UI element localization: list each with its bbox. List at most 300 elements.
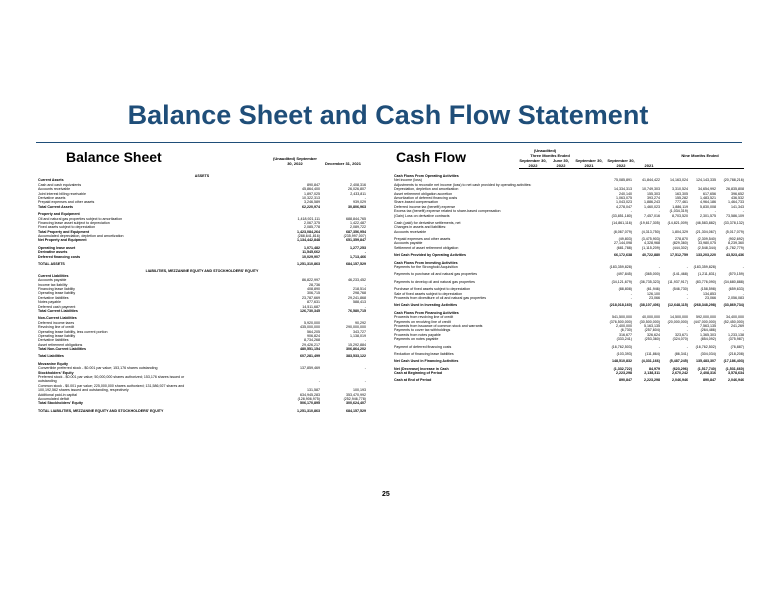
- row-label: Joint interest billing receivable: [38, 191, 86, 196]
- value-col-3: (546,730): [672, 287, 688, 292]
- value-col-2: 155,303: [647, 191, 660, 196]
- cf-year-2: 2022: [556, 163, 566, 168]
- value-col-4: 1,365,303: [700, 332, 716, 337]
- value-col-4: (1,517,740): [697, 366, 716, 371]
- value-col-3: (86,341): [674, 351, 688, 356]
- row-label: TOTAL LIABILITIES, MEZZANINE EQUITY AND STOCKHOLDERS' EQUITY: [38, 408, 164, 413]
- value-dec-2021: 684,157,529: [346, 408, 366, 413]
- row-label: Total Non-Current Liabilities: [38, 347, 87, 352]
- row-label: Income tax liability: [38, 282, 68, 287]
- value-col-3: -: [686, 265, 688, 270]
- value-sep-2022: 306,715: [307, 291, 320, 296]
- value-sep-2022: 607,281,499: [300, 354, 320, 359]
- value-sep-2022: 14,511,687: [302, 304, 320, 309]
- row-label: Proceeds from revolving line of credit: [394, 315, 454, 320]
- value-col-4: (854,092): [700, 337, 716, 342]
- value-col-1: 890,847: [619, 378, 632, 383]
- table-row: [394, 214, 744, 218]
- value-col-4: 890,847: [703, 378, 716, 383]
- value-col-2: (4,331,166): [641, 359, 660, 364]
- row-label: Accounts receivable: [38, 187, 71, 192]
- value-col-3: 278,870: [675, 237, 688, 242]
- table-row: [38, 409, 366, 413]
- row-label: Cash at Beginning of Period: [394, 371, 443, 376]
- value-col-1: 4,278,047: [616, 204, 632, 209]
- row-label: Proceeds from issuance of common stock and warrants: [394, 323, 483, 328]
- value-col-5: 34,400,000: [726, 315, 744, 320]
- value-col-3: 14,500,000: [670, 315, 688, 320]
- value-col-1: -: [630, 209, 632, 214]
- value-sep-2022: (288,641,816): [297, 234, 320, 239]
- row-label: Payments to cover tax withholdings: [394, 328, 451, 333]
- value-col-4: 1,483,521: [700, 195, 716, 200]
- value-sep-2022: 877,631: [307, 300, 320, 305]
- row-label: Deferred income tax (benefit) expense: [394, 204, 456, 209]
- value-col-2: (257,604): [644, 328, 660, 333]
- value-col-4: (21,304,067): [695, 229, 716, 234]
- cash-flow-title: Cash Flow: [396, 149, 467, 165]
- row-label: Settlement of asset retirement obligation: [394, 245, 459, 250]
- row-label: Payment of deferred financing costs: [394, 344, 452, 349]
- value-col-5: (570,159): [728, 272, 744, 277]
- value-col-4: (16,762,502): [695, 344, 716, 349]
- value-col-3: -: [686, 328, 688, 333]
- value-sep-2022: 1,897,025: [304, 191, 320, 196]
- value-col-4: 2,301,575: [700, 213, 716, 218]
- row-label: Net Property and Equipment: [38, 238, 87, 243]
- value-col-5: -: [742, 209, 744, 214]
- row-label: Accounts payable: [38, 278, 67, 283]
- value-col-5: (1,782,779): [725, 245, 744, 250]
- value-dec-2021: 100,193: [353, 388, 366, 393]
- value-col-1: 316,677: [619, 332, 632, 337]
- value-col-3: -: [686, 323, 688, 328]
- row-label: Derivative assets: [38, 195, 66, 200]
- value-col-5: (76,887): [730, 344, 744, 349]
- row-label: LIABILITIES, MEZZANINE EQUITY AND STOCKHOLDERS' EQUITY: [145, 269, 259, 274]
- value-col-4: 133,203,220: [696, 253, 716, 258]
- value-col-2: 2,138,311: [644, 371, 660, 376]
- value-col-2: 40,000,000: [642, 315, 660, 320]
- value-dec-2021: 687,356,954: [346, 229, 366, 234]
- row-label: Derivative liabilities: [38, 295, 69, 300]
- row-label: Asset retirement obligation accretion: [394, 191, 453, 196]
- value-col-2: (1,115,209): [641, 245, 660, 250]
- row-label: Operating lease asset: [38, 245, 76, 250]
- value-dec-2021: 76,580,715: [348, 308, 366, 313]
- row-label: Payments for the Stronghold Acquisition: [394, 265, 458, 270]
- row-label: Total Current Liabilities: [38, 308, 78, 313]
- cf-year-4: 2022: [616, 163, 626, 168]
- row-label: Accumulated depreciation, depletion and amortization: [38, 234, 124, 239]
- value-col-1: 27,144,098: [614, 241, 632, 246]
- value-col-5: (902,692): [728, 237, 744, 242]
- value-col-5: 241,269: [731, 323, 744, 328]
- title-rule: [36, 142, 742, 143]
- value-col-2: 4,328,968: [644, 241, 660, 246]
- value-col-5: 1,464,733: [728, 200, 744, 205]
- value-col-4: 617,656: [703, 191, 716, 196]
- value-col-4: (304,034): [700, 351, 716, 356]
- value-col-5: 1,233,138: [728, 332, 744, 337]
- value-col-5: (20,788,216): [723, 178, 744, 183]
- value-col-1: -: [630, 295, 632, 300]
- table-row: [394, 230, 744, 234]
- table-row: [394, 337, 744, 341]
- value-col-2: (365,000): [644, 272, 660, 277]
- value-col-5: (659,633): [728, 287, 744, 292]
- value-col-5: -: [742, 328, 744, 333]
- row-label: Excess tax (benefit) expense related to share-based compensation: [394, 209, 501, 214]
- value-sep-2022: 11,545,662: [302, 250, 320, 255]
- table-row: [394, 296, 744, 300]
- value-col-5: 8,239,360: [728, 241, 744, 246]
- row-label: Current Liabilities: [38, 273, 69, 278]
- value-col-5: -: [742, 265, 744, 270]
- value-col-5: (34,680,888): [723, 279, 744, 284]
- row-label: 100,192,562 shares issued and outstanding, respectively: [38, 388, 129, 393]
- value-dec-2021: 1,422,487: [350, 220, 366, 225]
- cf-date-2: June 30,: [552, 158, 569, 163]
- row-label: Operating lease liability: [38, 291, 76, 296]
- row-label: Cash at End of Period: [394, 378, 432, 383]
- cf-year-5: 2021: [644, 163, 654, 168]
- row-label: Depreciation, depletion and amortization: [394, 187, 459, 192]
- value-col-5: (375,987): [728, 337, 744, 342]
- value-sep-2022: 2,085,778: [304, 225, 320, 230]
- value-sep-2022: 480,551,154: [300, 347, 320, 352]
- row-label: Proceeds from divestiture of oil and natural gas properties: [394, 295, 487, 300]
- value-sep-2022: 8,734,268: [304, 338, 320, 343]
- cash-flow-table: [394, 174, 744, 383]
- row-label: Proceeds from notes payable: [394, 332, 441, 337]
- value-col-1: 240,140: [619, 191, 632, 196]
- value-col-4: 33,980,075: [698, 241, 716, 246]
- balance-sheet-col2-header: December 31, 2021: [324, 161, 362, 166]
- row-label: Operating lease liability: [38, 333, 76, 338]
- value-col-2: 1,460,023: [644, 204, 660, 209]
- value-col-1: (218,018,160): [609, 303, 632, 308]
- value-sep-2022: -: [318, 379, 320, 384]
- row-label: Purchase of fixed assets subject to depreciation: [394, 287, 471, 292]
- value-col-1: 148,510,832: [612, 359, 632, 364]
- value-col-2: 5,163,135: [644, 323, 660, 328]
- value-col-4: (268,348,298): [693, 303, 716, 308]
- value-dec-2021: -: [364, 195, 366, 200]
- value-dec-2021: 1,138,019: [350, 333, 366, 338]
- row-label: Common stock - $0.001 par value; 225,000,000 shares authorized; 131,586,927 shares and: [38, 383, 185, 388]
- value-col-3: -: [686, 291, 688, 296]
- table-row: [394, 280, 744, 284]
- value-col-2: 40,722,880: [642, 253, 660, 258]
- value-sep-2022: 1,418,921,111: [297, 216, 320, 221]
- value-col-1: 1,043,023: [616, 200, 632, 205]
- value-sep-2022: 126,730,345: [300, 308, 320, 313]
- value-dec-2021: -: [364, 282, 366, 287]
- value-dec-2021: 343,727: [353, 329, 366, 334]
- value-col-4: 135,483,307: [696, 359, 716, 364]
- value-dec-2021: 939,029: [353, 200, 366, 205]
- page-number: 25: [382, 491, 390, 498]
- value-col-1: -: [630, 291, 632, 296]
- value-col-2: (253,360): [644, 337, 660, 342]
- value-col-2: (3,475,903): [641, 237, 660, 242]
- row-label: Stockholders' Equity: [38, 370, 74, 375]
- value-col-3: (623,296): [672, 366, 688, 371]
- value-col-4: (2,548,344): [697, 245, 716, 250]
- value-dec-2021: -: [364, 250, 366, 255]
- row-label: Reduction of financing lease liabilities: [394, 351, 454, 356]
- value-col-5: (218,208): [728, 351, 744, 356]
- row-label: Cash (paid) for derivative settlements, net: [394, 220, 461, 225]
- cash-flow-date-headers: [519, 158, 744, 169]
- table-row: [394, 352, 744, 356]
- value-sep-2022: 5,920,000: [304, 320, 320, 325]
- table-row: [38, 354, 366, 358]
- row-label: Current Assets: [38, 178, 64, 183]
- table-row: [394, 272, 744, 276]
- value-col-1: 541,500,000: [612, 315, 632, 320]
- value-col-2: 126,100: [647, 291, 660, 296]
- row-label: Cash Flows From Operating Activities: [394, 174, 459, 178]
- balance-sheet-title: Balance Sheet: [66, 149, 162, 165]
- value-dec-2021: 684,157,529: [346, 262, 366, 267]
- row-label: Prepaid expenses and other assets: [394, 237, 451, 242]
- row-label: Net Cash Used in Financing Activities: [394, 359, 459, 364]
- row-label: Total Liabilities: [38, 354, 64, 359]
- row-label: Net (Decrease) Increase in Cash: [394, 366, 449, 371]
- cash-flow-unaudited-label: (Unaudited): [533, 148, 557, 153]
- table-row: [38, 255, 366, 259]
- value-col-3: 17,512,759: [670, 253, 688, 258]
- value-col-3: 155,282: [675, 195, 688, 200]
- row-label: Operating lease liability, less current portion: [38, 329, 108, 334]
- value-col-5: 396,652: [731, 191, 744, 196]
- row-label: Derivative liabilities: [38, 338, 69, 343]
- value-col-4: (183,359,828): [693, 265, 716, 270]
- value-col-2: (4,313,750): [641, 229, 660, 234]
- value-col-4: (83,776,090): [695, 279, 716, 284]
- value-col-4: 134,853: [703, 291, 716, 296]
- row-label: Prepaid expenses and other assets: [38, 200, 95, 205]
- table-row: [38, 347, 366, 351]
- value-dec-2021: 353,470,992: [346, 392, 366, 397]
- value-col-2: 23,066: [649, 295, 660, 300]
- value-col-2: -: [658, 265, 660, 270]
- row-label: Additional paid-in capital: [38, 392, 77, 397]
- value-sep-2022: 408,890: [307, 286, 320, 291]
- value-sep-2022: 86,822,997: [302, 278, 320, 283]
- value-col-1: (6,730): [620, 328, 632, 333]
- value-col-3: 163,305: [675, 191, 688, 196]
- value-sep-2022: 10,029,907: [302, 254, 320, 259]
- row-label: Payments on notes payable: [394, 337, 439, 342]
- value-sep-2022: 506,170,895: [300, 401, 320, 406]
- page-title: Balance Sheet and Cash Flow Statement: [127, 100, 649, 130]
- row-label: Preferred stock - $0.001 par value; 50,000,000 shares authorized; 153,176 shares issued or: [38, 375, 185, 380]
- value-sep-2022: 1,134,442,848: [297, 238, 320, 243]
- value-dec-2021: 15,292,884: [348, 342, 366, 347]
- row-label: Accounts receivable: [394, 229, 427, 234]
- value-col-2: 41,844,422: [642, 178, 660, 183]
- value-dec-2021: (252,946,778): [343, 396, 366, 401]
- value-dec-2021: 290,000,000: [346, 325, 366, 330]
- value-col-1: 75,085,891: [614, 178, 632, 183]
- value-col-4: (264,486): [700, 328, 716, 333]
- value-col-4: 4,964,186: [700, 200, 716, 205]
- row-label: outstanding: [38, 379, 57, 384]
- value-col-1: 2,223,298: [616, 371, 632, 376]
- value-col-3: 1,804,329: [672, 229, 688, 234]
- value-col-5: (33,869,734): [723, 303, 744, 308]
- value-col-1: 2,400,000: [616, 323, 632, 328]
- value-sep-2022: 29,426,217: [302, 342, 320, 347]
- value-col-3: 2,046,946: [672, 378, 688, 383]
- value-col-5: 43,523,436: [726, 253, 744, 258]
- value-sep-2022: 435,000,000: [300, 325, 320, 330]
- value-col-5: (1,531,660): [725, 366, 744, 371]
- table-row: [394, 246, 744, 250]
- value-col-5: (33,378,132): [723, 220, 744, 225]
- row-label: Cash and cash equivalents: [38, 182, 82, 187]
- value-col-1: (8,067,079): [613, 229, 632, 234]
- row-label: Revolving line of credit: [38, 325, 75, 330]
- value-col-3: (1,034,319): [669, 209, 688, 214]
- row-label: Financing lease asset subject to depreciation: [38, 220, 110, 225]
- value-dec-2021: -: [364, 304, 366, 309]
- cf-date-1: September 30,: [519, 158, 547, 163]
- table-row: [394, 253, 744, 257]
- table-row: [38, 238, 366, 242]
- value-dec-2021: 1,277,253: [350, 245, 366, 250]
- value-col-5: 2,056,083: [728, 295, 744, 300]
- value-dec-2021: 1,713,466: [350, 254, 366, 259]
- row-label: Asset retirement obligations: [38, 342, 83, 347]
- row-label: Mezzanine Equity: [38, 361, 68, 366]
- value-col-3: 8,703,520: [672, 213, 688, 218]
- value-dec-2021: 298,768: [353, 291, 366, 296]
- table-row: [38, 309, 366, 313]
- value-col-1: 1,063,075: [616, 195, 632, 200]
- row-label: Payments to purchase oil and natural gas properties: [394, 272, 478, 277]
- value-dec-2021: 300,624,407: [346, 401, 366, 406]
- value-dec-2021: (235,997,007): [343, 234, 366, 239]
- value-col-2: 1,886,243: [644, 200, 660, 205]
- row-label: Net Cash Used in Investing Activities: [394, 303, 458, 308]
- table-row: [394, 303, 744, 307]
- value-dec-2021: 30,806,963: [348, 204, 366, 209]
- row-label: Adjustments to reconcile net income (loss) to net cash provided by operating activities:: [394, 182, 532, 187]
- value-dec-2021: 90,292: [355, 320, 366, 325]
- value-col-2: -: [658, 209, 660, 214]
- row-label: Convertible preferred stock - $0.001 par value; 153,176 shares outstanding: [38, 366, 158, 371]
- row-label: Property and Equipment: [38, 212, 80, 217]
- row-label: Accumulated deficit: [38, 396, 70, 401]
- value-col-3: 3,310,524: [672, 187, 688, 192]
- value-col-2: 326,624: [647, 332, 660, 337]
- row-label: Fixed assets subject to depreciation: [38, 225, 96, 230]
- value-dec-2021: 218,514: [353, 286, 366, 291]
- value-col-3: (829,360): [672, 241, 688, 246]
- row-label: Derivative assets: [38, 250, 68, 255]
- value-dec-2021: 383,533,122: [346, 354, 366, 359]
- value-col-2: 10,749,303: [642, 187, 660, 192]
- value-col-3: 777,461: [675, 200, 688, 205]
- value-sep-2022: (128,906,975): [297, 396, 320, 401]
- value-col-2: (61,946): [646, 287, 660, 292]
- row-label: Payments to develop oil and natural gas properties: [394, 279, 475, 284]
- value-sep-2022: 28,736: [309, 282, 320, 287]
- value-col-4: (158,598): [700, 287, 716, 292]
- value-col-3: (5,487,245): [669, 359, 688, 364]
- value-col-4: (2,309,540): [697, 237, 716, 242]
- value-col-3: 2,670,242: [672, 371, 688, 376]
- value-col-4: (447,000,000): [693, 319, 716, 324]
- value-col-5: 436,532: [731, 195, 744, 200]
- value-sep-2022: 634,945,283: [300, 392, 320, 397]
- cash-flow-group1-header: Three Months Ended: [530, 153, 570, 158]
- value-col-3: (324,070): [672, 337, 688, 342]
- value-col-3: (14,821,009): [667, 220, 688, 225]
- table-row: [394, 345, 744, 349]
- value-col-1: (681,788): [616, 245, 632, 250]
- value-dec-2021: 2,408,316: [350, 182, 366, 187]
- value-col-1: (88,808): [618, 287, 632, 292]
- value-col-5: (52,450,000): [723, 319, 744, 324]
- value-col-3: 1,886,119: [672, 204, 688, 209]
- value-col-1: (376,500,000): [609, 319, 632, 324]
- table-row: [38, 205, 366, 209]
- value-col-3: 14,163,024: [670, 178, 688, 183]
- row-label: Deferred income taxes: [38, 320, 75, 325]
- value-sep-2022: 10,322,313: [302, 195, 320, 200]
- value-dec-2021: 2,433,811: [350, 191, 366, 196]
- row-label: Cash Flows From Investing Activities: [394, 260, 458, 265]
- value-col-1: (103,393): [616, 351, 632, 356]
- value-col-2: (38,107,406): [639, 303, 660, 308]
- row-label: Sale of fixed assets subject to depreciation: [394, 291, 463, 296]
- value-col-1: (183,359,828): [609, 265, 632, 270]
- value-col-2: (30,500,000): [639, 319, 660, 324]
- value-col-2: 7,457,016: [644, 213, 660, 218]
- value-col-1: (14,861,116): [611, 220, 632, 225]
- value-sep-2022: 23,787,669: [302, 295, 320, 300]
- value-dec-2021: 688,844,765: [346, 216, 366, 221]
- table-row: [394, 371, 744, 375]
- value-col-4: -: [714, 209, 716, 214]
- value-col-1: (1,332,722): [613, 366, 632, 371]
- value-dec-2021: -: [364, 379, 366, 384]
- value-col-1: (34,121,679): [611, 279, 632, 284]
- cf-date-4: September 30,: [607, 158, 635, 163]
- value-sep-2022: 1,251,310,863: [297, 408, 320, 413]
- value-col-1: 66,172,638: [614, 253, 632, 258]
- value-col-3: 323,671: [675, 332, 688, 337]
- value-dec-2021: 588,413: [353, 300, 366, 305]
- value-col-4: (46,583,882): [695, 220, 716, 225]
- value-col-5: 26,835,808: [726, 187, 744, 192]
- value-col-3: -: [686, 344, 688, 349]
- cash-flow-group2-header: Nine Months Ended: [681, 153, 719, 158]
- row-label: Oil and natural gas properties subject to amortization: [38, 216, 123, 221]
- value-col-1: (16,762,503): [611, 344, 632, 349]
- row-label: ASSETS: [194, 174, 210, 178]
- row-label: Deferred financing costs: [38, 254, 81, 259]
- value-col-4: (1,211,831): [697, 272, 716, 277]
- value-sep-2022: 564,205: [307, 329, 320, 334]
- row-label: Net income (loss): [394, 178, 422, 183]
- value-col-5: 141,343: [731, 204, 744, 209]
